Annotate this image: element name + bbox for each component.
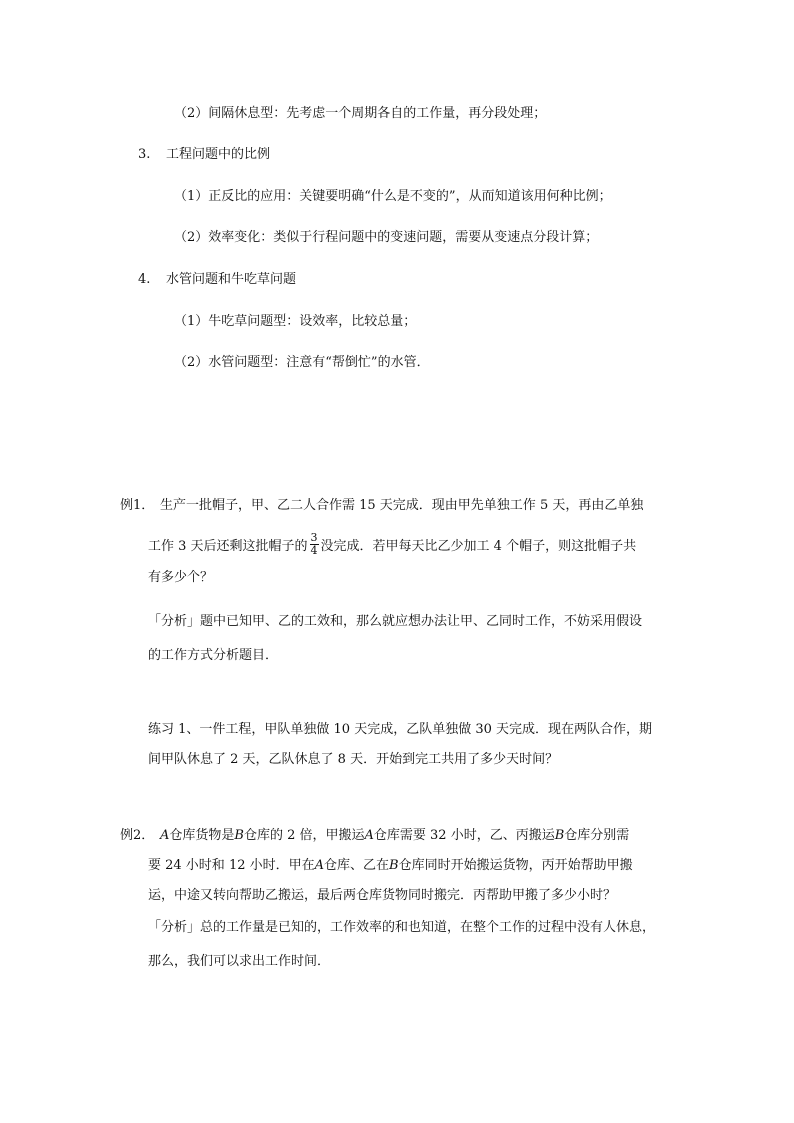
text-seg: 仓库货物是 (169, 828, 235, 843)
text-seg: 仓库需要 32 小时，乙、丙搬运 (373, 828, 555, 843)
example-2-analysis-line2: 那么，我们可以求出工作时间． (148, 954, 331, 969)
example-1-analysis-line1: 「分析」题中已知甲、乙的工效和，那么就应想办法让甲、乙同时工作，不妨采用假设 (148, 614, 643, 629)
section-3-heading (138, 145, 270, 165)
practice-1-line1: 练习 1、一件工程，甲队单独做 10 天完成，乙队单独做 30 天完成．现在两队合作，期 (148, 722, 653, 737)
example-1-line2-before: 工作 3 天后还剩这批帽子的 (148, 539, 308, 554)
var-a: A (314, 858, 325, 873)
section-3-number: 3. (138, 147, 151, 162)
example-2-analysis-line1: 「分析」总的工作量是已知的，工作效率的和也知道，在整个工作的过程中没有人休息， (148, 920, 656, 935)
section-3-sub1: （1）正反比的应用：关键要明确“什么是不变的”，从而知道该用何种比例； (174, 189, 612, 204)
section-4-number: 4. (138, 272, 151, 287)
var-b: B (554, 828, 565, 843)
var-b: B (389, 858, 399, 873)
example-2-line3: 运，中途又转向帮助乙搬运，最后两仓库货物同时搬完．丙帮助甲搬了多少小时？ (148, 888, 617, 903)
example-2-line1 (160, 826, 629, 846)
practice-1-line2: 间甲队休息了 2 天，乙队休息了 8 天．开始到完工共用了多少天时间？ (148, 752, 559, 767)
example-1-line2-after: 没完成．若甲每天比乙少加工 4 个帽子，则这批帽子共 (320, 539, 637, 554)
example-1-line2 (148, 531, 637, 559)
example-2-label: 例2． (120, 828, 155, 843)
section-4-heading (138, 270, 296, 290)
example-2-line2 (148, 856, 633, 876)
section-3-sub2: （2）效率变化：类似于行程问题中的变速问题，需要从变速点分段计算； (174, 230, 599, 245)
fraction-numerator: 3 (310, 531, 318, 544)
text-seg: 仓库分别需 (564, 828, 630, 843)
fraction-denominator: 4 (310, 544, 318, 557)
example-1-line3: 有多少个？ (148, 570, 214, 585)
text-seg: 仓库、乙在 (324, 858, 390, 873)
var-a: A (160, 828, 170, 843)
section-4-title: 水管问题和牛吃草问题 (166, 272, 297, 287)
text-seg: 要 24 小时和 12 小时．甲在 (148, 858, 315, 873)
section-4-sub2: （2）水管问题型：注意有“帮倒忙”的水管． (174, 355, 430, 370)
text-seg: 仓库同时开始搬运货物，丙开始帮助甲搬 (398, 858, 633, 873)
section-3-title: 工程问题中的比例 (166, 147, 271, 162)
text-seg: 仓库的 2 倍，甲搬运 (243, 828, 365, 843)
example-1-label: 例1． (120, 498, 155, 513)
example-1-line1: 生产一批帽子，甲、乙二人合作需 15 天完成．现由甲先单独工作 5 天，再由乙单独 (160, 498, 644, 513)
outline-item-2-2: （2）间隔休息型：先考虑一个周期各自的工作量，再分段处理； (174, 106, 547, 121)
example-1-analysis-line2: 的工作方式分析题目． (148, 648, 279, 663)
var-a: A (364, 828, 374, 843)
var-b: B (234, 828, 244, 843)
fraction-three-quarters (310, 532, 319, 557)
section-4-sub1: （1）牛吃草问题型：设效率，比较总量； (174, 314, 417, 329)
